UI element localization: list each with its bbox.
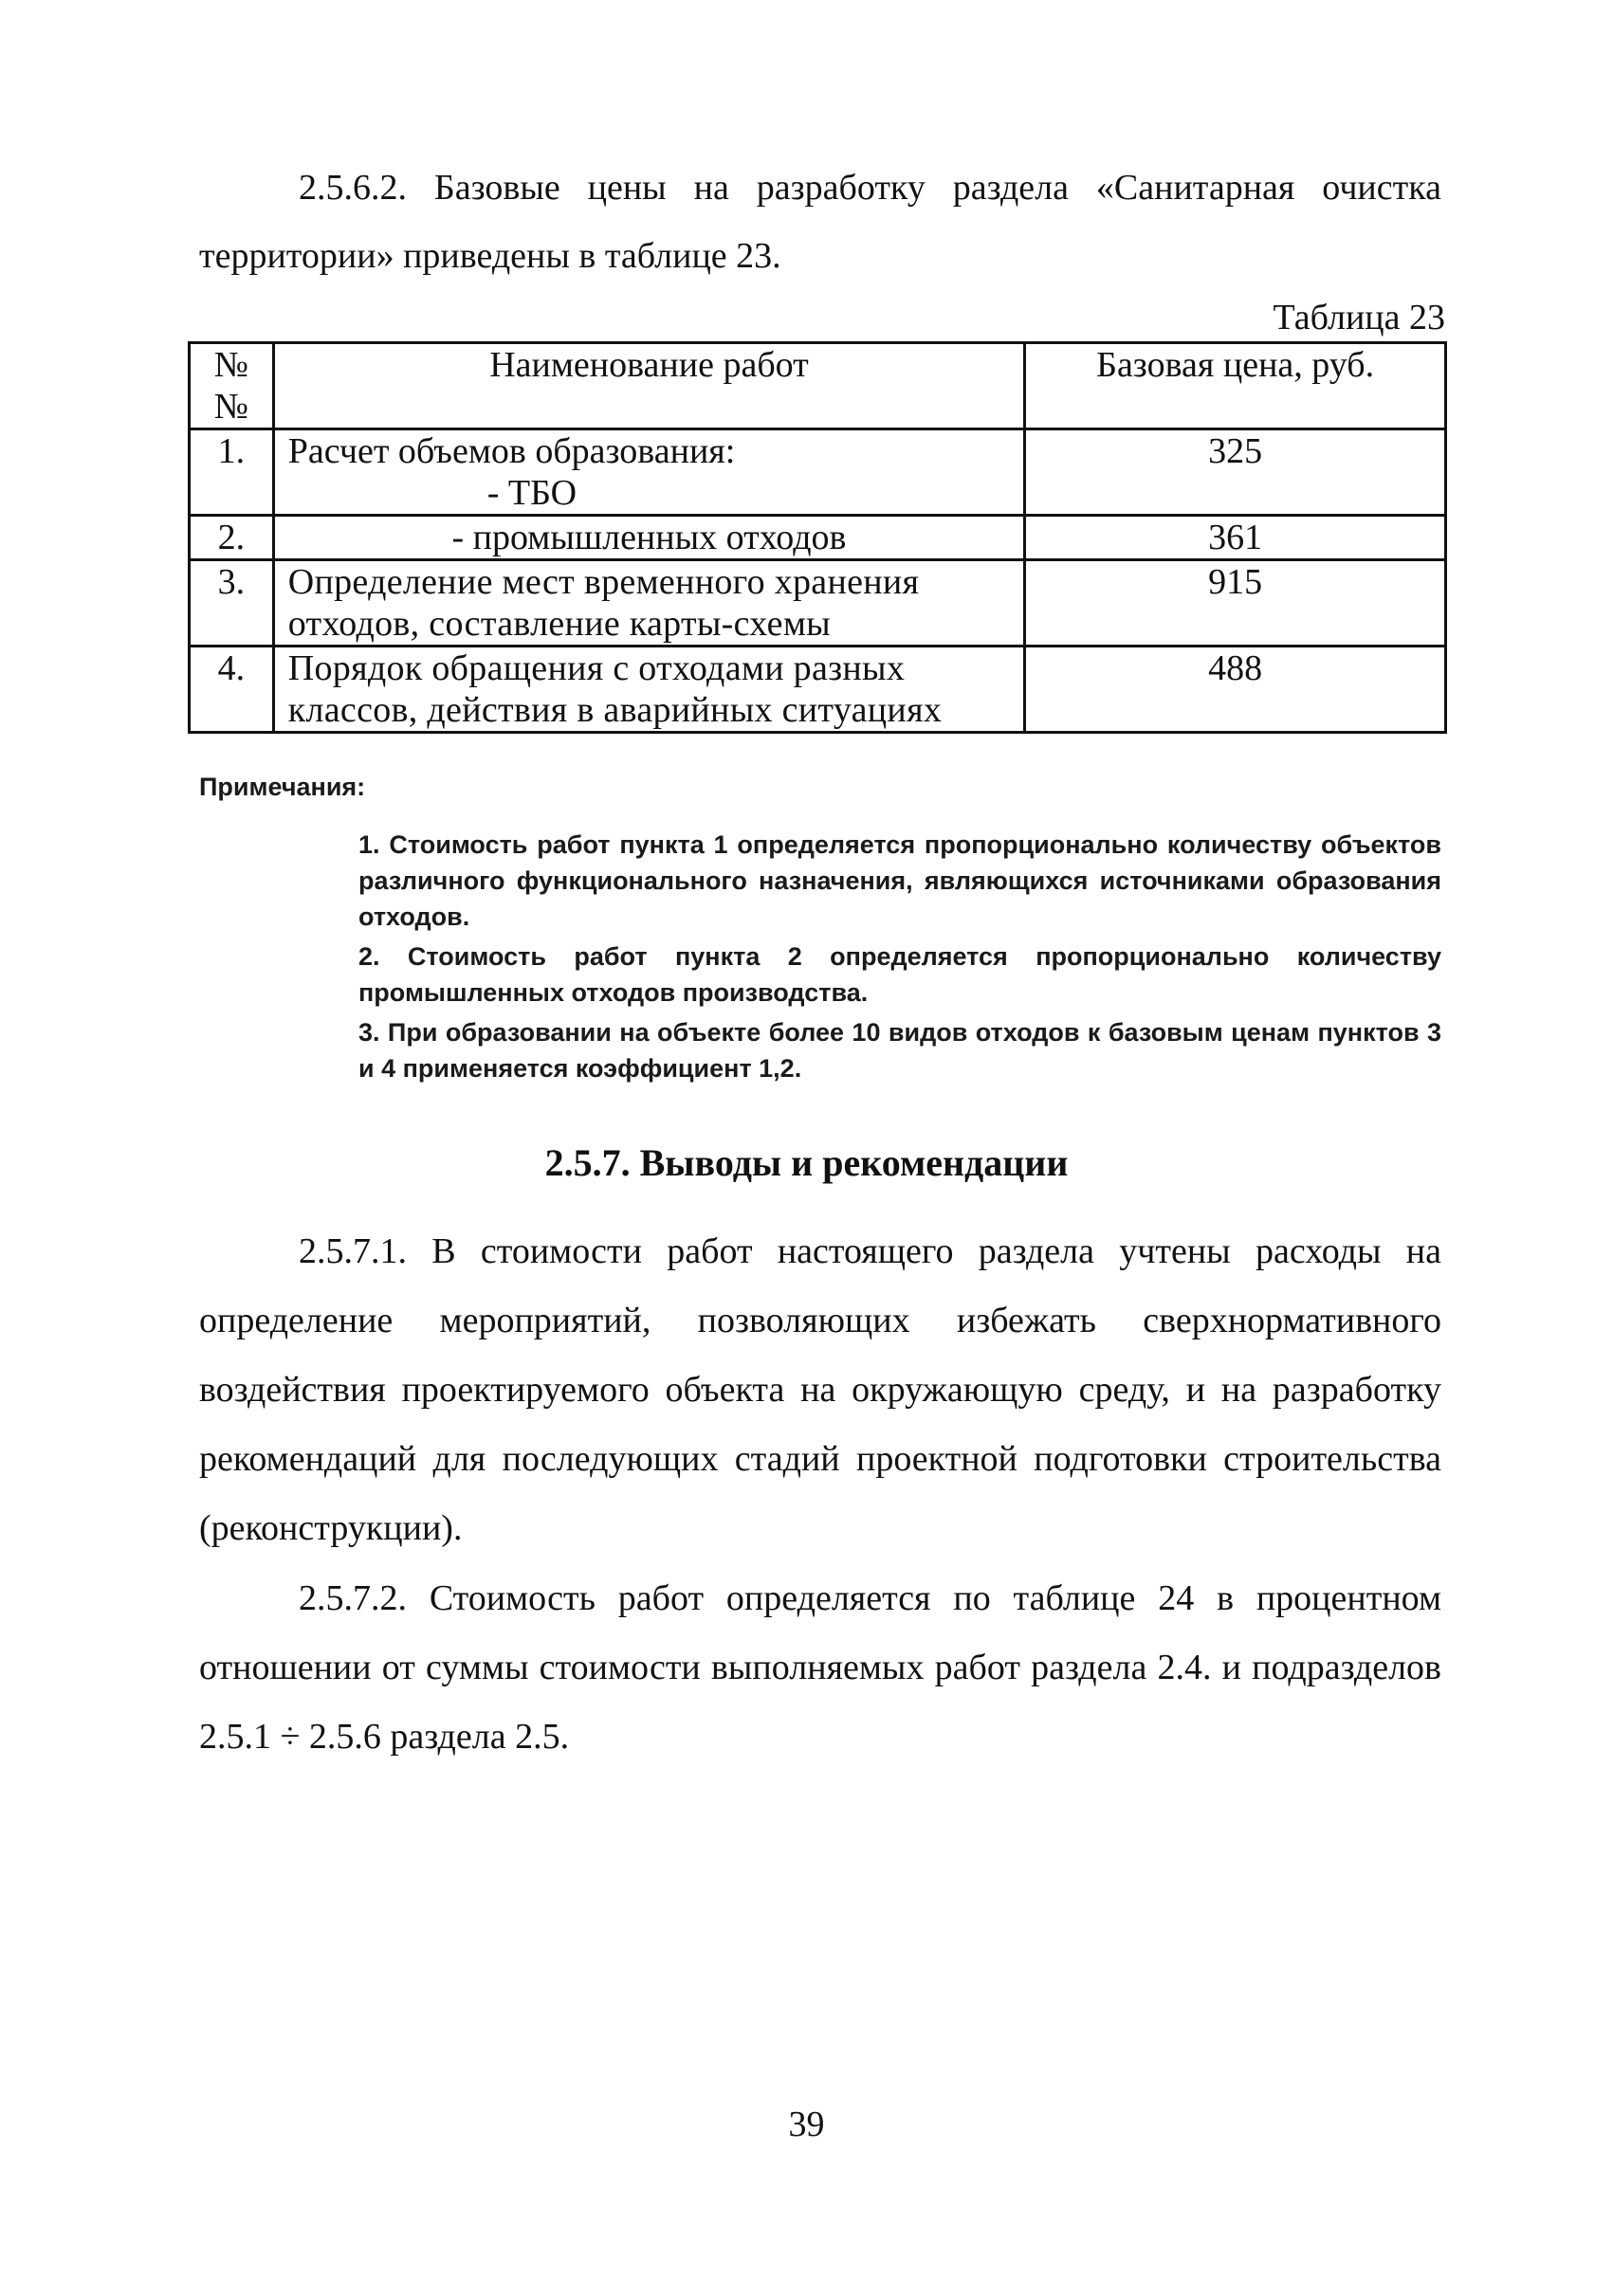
header-num: №№	[190, 343, 274, 429]
row-name-line: - ТБО	[486, 473, 577, 513]
table-row	[190, 560, 1446, 647]
row-price: 361	[1025, 516, 1446, 560]
page-number: 39	[788, 2105, 825, 2144]
table-caption: Таблица 23	[1273, 298, 1445, 337]
row-name-line: Расчет объемов образования:	[287, 431, 736, 471]
row-name-line: отходов, составление карты-схемы	[287, 604, 832, 644]
paragraph-2-5-7-2: 2.5.7.2. Стоимость работ определяется по таблице 24 в процентном отношении от суммы стоимости выполняемых работ раздела 2.4. и подразделов 2.5.1 ÷ 2.5.6 раздела 2.5.	[199, 1578, 1441, 1757]
row-name-line: Определение мест временного хранения	[287, 562, 920, 602]
notes-title: Примечания:	[199, 773, 366, 801]
paragraph-2-5-6-2: 2.5.6.2. Базовые цены на разработку раздела «Санитарная очистка территории» приведены в таблице 23.	[199, 168, 1441, 276]
row-name-line: - промышленных отходов	[451, 518, 847, 557]
table-header-row	[190, 343, 1446, 429]
row-price: 325	[1025, 429, 1446, 516]
row-num: 4.	[190, 647, 274, 733]
table-row	[190, 429, 1446, 516]
row-price: 488	[1025, 647, 1446, 733]
note-item: 3. При образовании на объекте более 10 видов отходов к базовым ценам пунктов 3 и 4 применяется коэффициент 1,2.	[358, 1018, 1441, 1083]
row-num: 2.	[190, 516, 274, 560]
row-name	[273, 647, 1025, 733]
row-name-line: классов, действия в аварийных ситуациях	[287, 690, 943, 730]
header-price: Базовая цена, руб.	[1025, 343, 1446, 429]
row-name	[273, 560, 1025, 647]
row-num: 1.	[190, 429, 274, 516]
base-prices-table	[188, 341, 1447, 734]
row-price: 915	[1025, 560, 1446, 647]
row-name	[273, 429, 1025, 516]
table-row	[190, 647, 1446, 733]
note-item: 2. Стоимость работ пункта 2 определяется пропорционально количеству промышленных отходов производства.	[358, 942, 1441, 1007]
paragraph-2-5-7-1: 2.5.7.1. В стоимости работ настоящего раздела учтены расходы на определение мероприятий, позволяющих избежать сверхнормативного воздействия проектируемого объекта на окружающую среду, и на разработку рекомендаций для последующих стадий проектной подготовки строительства (реконструкции).	[199, 1231, 1441, 1548]
note-item: 1. Стоимость работ пункта 1 определяется пропорционально количеству объектов различного функционального назначения, являющихся источниками образования отходов.	[358, 830, 1441, 931]
header-name: Наименование работ	[273, 343, 1025, 429]
row-num: 3.	[190, 560, 274, 647]
row-name	[273, 516, 1025, 560]
section-heading: 2.5.7. Выводы и рекомендации	[544, 1141, 1069, 1184]
notes-list	[358, 827, 1441, 1090]
row-name-line: Порядок обращения с отходами разных	[287, 648, 906, 688]
table-row	[190, 516, 1446, 560]
